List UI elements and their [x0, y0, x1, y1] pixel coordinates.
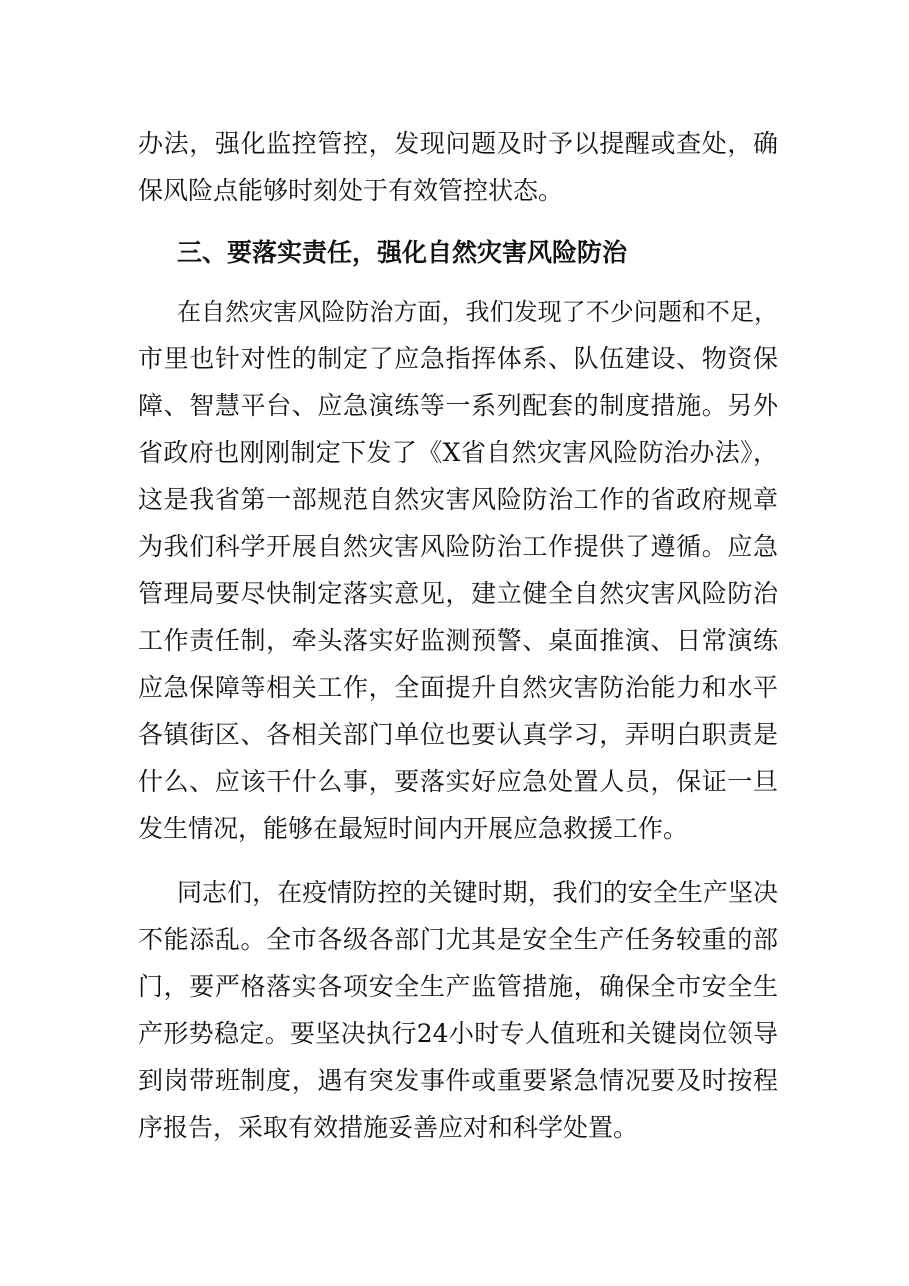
paragraph-2-line-12: 发生情况，能够在最短时间内开展应急救援工作。	[138, 814, 689, 843]
paragraph-2-line-3: 障、智慧平台、应急演练等一系列配套的制度措施。另外	[138, 391, 778, 420]
paragraph-2-line-8: 工作责任制，牵头落实好监测预警、桌面推演、日常演练	[138, 626, 778, 655]
paragraph-2-line-2: 市里也针对性的制定了应急指挥体系、队伍建设、物资保	[138, 344, 778, 373]
paragraph-2-line-10: 各镇街区、各相关部门单位也要认真学习，弄明白职责是	[138, 720, 778, 749]
paragraph-2-line-1: 在自然灾害风险防治方面，我们发现了不少问题和不足，	[177, 298, 778, 326]
paragraph-3-line-2: 不能添乱。全市各级各部门尤其是安全生产任务较重的部	[138, 925, 778, 954]
paragraph-3-line-4: 产形势稳定。要坚决执行24小时专人值班和关键岗位领导	[138, 1019, 778, 1048]
paragraph-3-line-6: 序报告，采取有效措施妥善应对和科学处置。	[138, 1113, 639, 1142]
paragraph-2-line-6: 为我们科学开展自然灾害风险防治工作提供了遵循。应急	[138, 532, 778, 561]
paragraph-2-line-7: 管理局要尽快制定落实意见，建立健全自然灾害风险防治	[138, 579, 778, 608]
paragraph-2-line-4: 省政府也刚刚制定下发了《X省自然灾害风险防治办法》，	[138, 438, 778, 467]
paragraph-2-line-9: 应急保障等相关工作，全面提升自然灾害防治能力和水平	[138, 673, 778, 702]
paragraph-3-line-3: 门，要严格落实各项安全生产监管措施，确保全市安全生	[138, 972, 778, 1001]
paragraph-2-line-11: 什么、应该干什么事，要落实好应急处置人员，保证一旦	[138, 767, 778, 796]
paragraph-1-line-1: 办法，强化监控管控，发现问题及时予以提醒或查处，确	[138, 129, 778, 158]
paragraph-1-line-2: 保风险点能够时刻处于有效管控状态。	[138, 176, 564, 205]
paragraph-3-line-5: 到岗带班制度，遇有突发事件或重要紧急情况要及时按程	[138, 1066, 778, 1095]
paragraph-3-line-1: 同志们，在疫情防控的关键时期，我们的安全生产坚决	[177, 878, 778, 907]
section-heading-3: 三、要落实责任，强化自然灾害风险防治	[177, 238, 628, 267]
paragraph-2-line-5: 这是我省第一部规范自然灾害风险防治工作的省政府规章	[138, 485, 778, 514]
